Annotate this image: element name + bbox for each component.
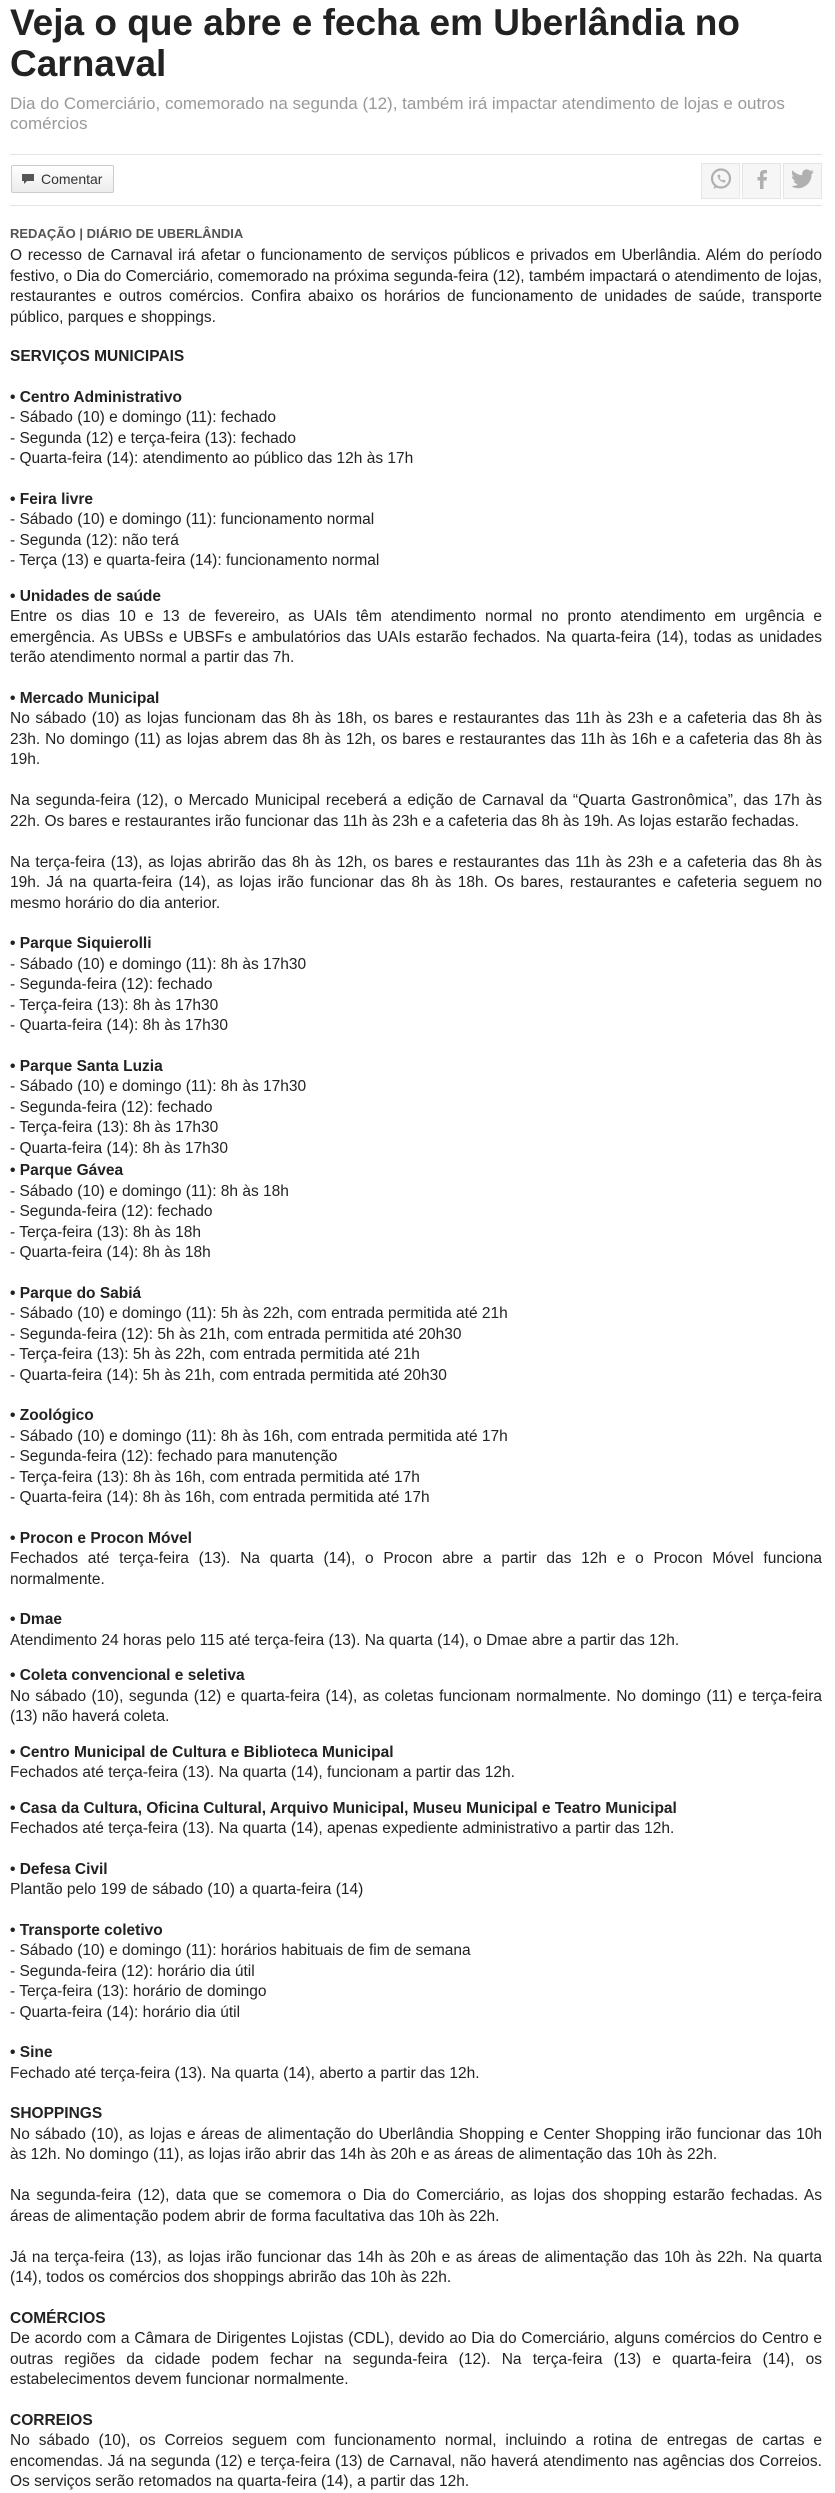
schedule-line: - Sábado (10) e domingo (11): funcionamento normal: [10, 511, 375, 528]
schedule-line: - Segunda-feira (12): fechado para manutenção: [10, 1448, 338, 1465]
twitter-share-button[interactable]: [783, 163, 822, 199]
schedule-line: - Sábado (10) e domingo (11): 8h às 17h30: [10, 955, 307, 973]
schedule-line: - Sábado (10) e domingo (11): fechado: [10, 409, 276, 426]
schedule-line: - Sábado (10) e domingo (11): 8h às 17h30: [10, 1078, 307, 1095]
services-section-title: SERVIÇOS MUNICIPAIS: [10, 348, 185, 365]
article-headline: Veja o que abre e fecha em Uberlândia no Carnaval: [10, 2, 740, 84]
service-title: • Sine: [10, 2044, 53, 2061]
service-item: [10, 1406, 822, 1509]
schedule-line: - Segunda-feira (12): fechado: [10, 976, 213, 993]
schedule-line: - Segunda-feira (12): 5h às 21h, com entrada permitida até 20h30: [10, 1325, 462, 1343]
comment-button[interactable]: [11, 165, 114, 193]
comercios-paragraph: De acordo com a Câmara de Dirigentes Lojistas (CDL), devido ao Dia do Comerciário, alguns comércios do Centro e outras regiões da cidade podem fechar na segunda-feira (12). Na terça-feira (13) e quarta-feira (14), os estabelecimentos devem funcionar normalmente.: [10, 2330, 822, 2388]
schedule-line: - Sábado (10) e domingo (11): 5h às 22h, com entrada permitida até 21h: [10, 1305, 508, 1322]
service-title: • Parque Siquierolli: [10, 935, 152, 952]
schedule-line: - Terça (13) e quarta-feira (14): funcionamento normal: [10, 552, 380, 569]
schedule-line: - Quarta-feira (14): 8h às 16h, com entrada permitida até 17h: [10, 1489, 430, 1506]
shoppings-section: [10, 2104, 822, 2289]
service-item: [10, 490, 822, 572]
service-item: [10, 1610, 822, 1651]
correios-paragraph: No sábado (10), os Correios seguem com funcionamento normal, incluindo a rotina de entregas de cartas e encomendas. Já na segunda (12) e terça-feira (13) de Carnaval, não haverá atendimento nas agências dos Correios. Os serviços serão retomados na quarta-feira (14), a partir das 12h.: [10, 2432, 822, 2490]
service-paragraph: No sábado (10), segunda (12) e quarta-feira (14), as coletas funcionam normalmente. No domingo (11) e terça-feira (13) não haverá coleta.: [10, 1687, 822, 1725]
service-title: • Unidades de saúde: [10, 587, 161, 605]
twitter-icon: [790, 168, 816, 195]
service-item: [10, 1161, 822, 1264]
shoppings-paragraph: No sábado (10), as lojas e áreas de alimentação do Uberlândia Shopping e Center Shopping irão funcionar das 10h às 12h. No domingo (11), as lojas irão abrir das 14h às 20h e as áreas de alimentação das 10h às 22h.: [10, 2125, 822, 2163]
schedule-line: - Sábado (10) e domingo (11): 8h às 16h, com entrada permitida até 17h: [10, 1427, 508, 1445]
service-paragraph: Entre os dias 10 e 13 de fevereiro, as UAIs têm atendimento normal no pronto atendimento em urgência e emergência. As UBSs e UBSFs e ambulatórios das UAIs estarão fechados. Na quarta-feira (14), todas as unidades terão atendimento normal a partir das 7h.: [10, 608, 822, 666]
comment-icon: [21, 173, 35, 185]
service-item: [10, 689, 822, 915]
service-item: [10, 1799, 822, 1840]
service-item: [10, 1057, 822, 1160]
service-paragraph: Na segunda-feira (12), o Mercado Municipal receberá a edição de Carnaval da “Quarta Gastronômica”, das 17h às 22h. Os bares e restaurantes irão funcionar das 11h às 23h e a cafeteria das 8h às 19h. As lojas estarão fechadas.: [10, 792, 822, 830]
article-toolbar: [10, 154, 822, 206]
service-item: [10, 1921, 822, 2024]
facebook-icon: [751, 167, 773, 196]
service-title: • Parque Santa Luzia: [10, 1057, 163, 1075]
shoppings-paragraph: Na segunda-feira (12), data que se comemora o Dia do Comerciário, as lojas dos shopping estarão fechadas. As áreas de alimentação podem abrir de forma facultativa das 10h às 22h.: [10, 2187, 822, 2225]
schedule-line: - Quarta-feira (14): 5h às 21h, com entrada permitida até 20h30: [10, 1366, 447, 1384]
whatsapp-icon: [709, 167, 733, 196]
comment-button-label: Comentar: [41, 171, 103, 187]
schedule-line: - Segunda-feira (12): fechado: [10, 1098, 213, 1116]
service-paragraph: Atendimento 24 horas pelo 115 até terça-feira (13). Na quarta (14), o Dmae abre a partir das 12h.: [10, 1631, 680, 1649]
service-paragraph: Fechados até terça-feira (13). Na quarta (14), funcionam a partir das 12h.: [10, 1764, 515, 1781]
whatsapp-share-button[interactable]: [701, 163, 740, 199]
article-byline: REDAÇÃO | DIÁRIO DE UBERLÂNDIA: [10, 226, 244, 241]
service-item: [10, 2043, 822, 2084]
service-title: • Defesa Civil: [10, 1860, 108, 1878]
schedule-line: - Terça-feira (13): 8h às 18h: [10, 1223, 201, 1241]
service-paragraph: No sábado (10) as lojas funcionam das 8h às 18h, os bares e restaurantes das 11h às 23h e a cafeteria das 8h às 23h. No domingo (11) as lojas abrem das 8h às 12h, os bares e restaurantes das 11h às 16h e a cafeteria das 8h às 19h.: [10, 710, 822, 768]
schedule-line: - Terça-feira (13): 8h às 17h30: [10, 996, 219, 1014]
article-intro: O recesso de Carnaval irá afetar o funcionamento de serviços públicos e privados em Uberlândia. Além do período festivo, o Dia do Comerciário, comemorado na próxima segunda-feira (12), também impactará o atendimento de lojas, restaurantes e outros comércios. Confira abaixo os horários de funcionamento de unidades de saúde, transporte público, parques e shoppings.: [10, 247, 822, 326]
schedule-line: - Segunda-feira (12): horário dia útil: [10, 1962, 255, 1980]
service-item: [10, 587, 822, 669]
comercios-section: [10, 2309, 822, 2391]
service-item: [10, 1284, 822, 1387]
service-title: • Dmae: [10, 1611, 62, 1628]
shoppings-section-title: SHOPPINGS: [10, 2105, 103, 2122]
comercios-section-title: COMÉRCIOS: [10, 2309, 106, 2327]
service-title: • Centro Municipal de Cultura e Biblioteca Municipal: [10, 1743, 394, 1761]
schedule-line: - Segunda-feira (12): fechado: [10, 1203, 213, 1220]
service-title: • Parque do Sabiá: [10, 1284, 142, 1302]
schedule-line: - Quarta-feira (14): 8h às 17h30: [10, 1139, 228, 1157]
service-paragraph: Na terça-feira (13), as lojas abrirão das 8h às 12h, os bares e restaurantes das 11h às 23h e a cafeteria das 8h às 19h. Já na quarta-feira (14), as lojas irão funcionar das 8h às 18h. Os bares, restaurantes e cafeteria seguem no mesmo horário do dia anterior.: [10, 853, 822, 912]
article-subtitle: Dia do Comerciário, comemorado na segunda (12), também irá impactar atendimento de lojas e outros comércios: [10, 94, 785, 133]
service-paragraph: Fechados até terça-feira (13). Na quarta (14), apenas expediente administrativo a partir das 12h.: [10, 1820, 675, 1837]
service-item: [10, 1529, 822, 1591]
schedule-line: - Terça-feira (13): 8h às 16h, com entrada permitida até 17h: [10, 1468, 420, 1486]
schedule-line: - Quarta-feira (14): horário dia útil: [10, 2003, 241, 2021]
service-title: • Zoológico: [10, 1407, 94, 1424]
schedule-line: - Quarta-feira (14): atendimento ao público das 12h às 17h: [10, 450, 414, 467]
schedule-line: - Segunda (12) e terça-feira (13): fechado: [10, 429, 297, 447]
service-title: • Procon e Procon Móvel: [10, 1529, 192, 1547]
correios-section-title: CORREIOS: [10, 2411, 93, 2429]
schedule-line: - Quarta-feira (14): 8h às 18h: [10, 1244, 211, 1261]
service-paragraph: Plantão pelo 199 de sábado (10) a quarta-feira (14): [10, 1881, 364, 1898]
service-title: • Coleta convencional e seletiva: [10, 1667, 245, 1684]
service-item: [10, 1860, 822, 1901]
facebook-share-button[interactable]: [742, 163, 781, 199]
service-title: • Transporte coletivo: [10, 1921, 163, 1939]
service-item: [10, 1666, 822, 1728]
shoppings-paragraph: Já na terça-feira (13), as lojas irão funcionar das 14h às 20h e as áreas de alimentação das 10h às 22h. Na quarta (14), todos os comércios dos shoppings abrirão das 10h às 22h.: [10, 2248, 822, 2286]
service-title: • Casa da Cultura, Oficina Cultural, Arquivo Municipal, Museu Municipal e Teatro Municipal: [10, 1799, 677, 1817]
service-paragraph: Fechado até terça-feira (13). Na quarta (14), aberto a partir das 12h.: [10, 2064, 480, 2082]
schedule-line: - Sábado (10) e domingo (11): 8h às 18h: [10, 1182, 289, 1200]
schedule-line: - Segunda (12): não terá: [10, 531, 179, 549]
service-title: • Centro Administrativo: [10, 388, 182, 406]
schedule-line: - Quarta-feira (14): 8h às 17h30: [10, 1017, 228, 1034]
service-title: • Feira livre: [10, 490, 93, 508]
service-title: • Parque Gávea: [10, 1162, 124, 1179]
service-item: [10, 934, 822, 1037]
share-buttons: [699, 163, 822, 199]
schedule-line: - Terça-feira (13): horário de domingo: [10, 1983, 267, 2000]
schedule-line: - Terça-feira (13): 8h às 17h30: [10, 1119, 219, 1136]
service-paragraph: Fechados até terça-feira (13). Na quarta (14), o Procon abre a partir das 12h e o Procon Móvel funciona normalmente.: [10, 1550, 822, 1588]
service-item: [10, 388, 822, 470]
service-item: [10, 1743, 822, 1784]
service-title: • Mercado Municipal: [10, 689, 160, 707]
schedule-line: - Sábado (10) e domingo (11): horários habituais de fim de semana: [10, 1942, 471, 1959]
schedule-line: - Terça-feira (13): 5h às 22h, com entrada permitida até 21h: [10, 1346, 420, 1363]
correios-section: [10, 2411, 822, 2493]
